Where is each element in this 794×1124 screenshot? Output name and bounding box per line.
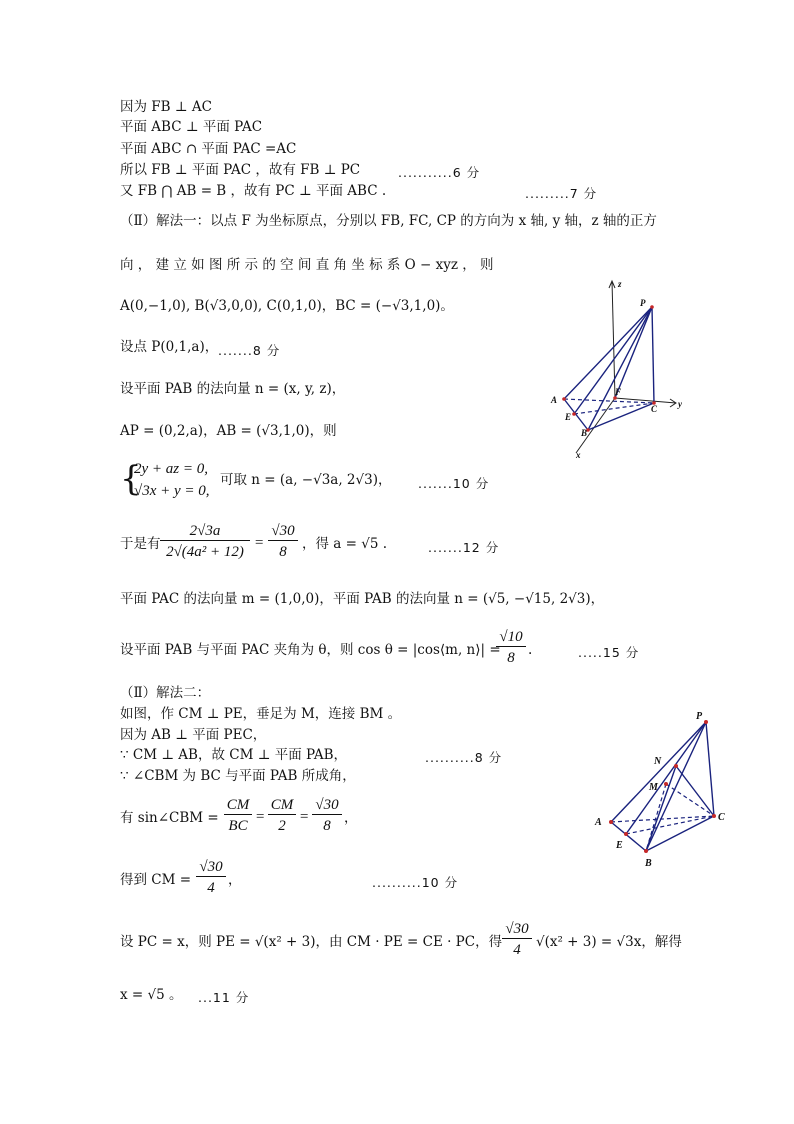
score-8a: .......8 分 [218, 343, 281, 358]
method1-points: A(0,−1,0), B(√3,0,0), C(0,1,0)，BC = (−√3,1,0)。 [120, 298, 454, 314]
proof-line-3: 平面 ABC ∩ 平面 PAC =AC [120, 141, 297, 157]
method2-result: x = √5 。 [120, 987, 183, 1003]
fig2-label-e: E [616, 840, 623, 851]
method2-line-3: 因为 AB ⊥ 平面 PEC， [120, 727, 267, 743]
fig1-label-c: C [651, 404, 658, 414]
fig1-label-x: x [576, 450, 581, 460]
proof-line-2: 平面 ABC ⊥ 平面 PAC [120, 119, 263, 135]
score-8b: ..........8 分 [425, 750, 503, 765]
method2-line-5: ∵ ∠CBM 为 BC 与平面 PAB 所成角， [120, 768, 356, 784]
fig1-label-b: B [581, 428, 588, 438]
proof-line-4: 所以 FB ⊥ 平面 PAC ，故有 FB ⊥ PC [120, 162, 361, 178]
score-6: ...........6 分 [398, 165, 481, 180]
fig1-label-p: P [640, 298, 646, 308]
method1-intro: （Ⅱ）解法一：以点 F 为坐标原点，分别以 FB, FC, CP 的方向为 x 轴, y 轴，z 轴的正方 [120, 213, 657, 229]
fig1-label-f: F [615, 387, 622, 397]
method2-title: （Ⅱ）解法二： [120, 685, 211, 701]
score-7: .........7 分 [525, 186, 598, 201]
fig2-label-c: C [718, 812, 725, 823]
fig1-label-z: z [618, 279, 622, 289]
fig1-label-a: A [551, 395, 558, 405]
method1-vectors: AP = (0,2,a)，AB = (√3,1,0)，则 [120, 423, 337, 439]
proof-line-1: 因为 FB ⊥ AC [120, 99, 212, 115]
method1-coord: 向 ， 建 立 如 图 所 示 的 空 间 直 角 坐 标 系 O − xyz ， 则 [120, 257, 494, 273]
score-10b: ..........10 分 [372, 875, 459, 890]
fig2-label-p: P [696, 711, 703, 722]
score-10a: .......10 分 [418, 476, 490, 491]
fig1-label-y: y [678, 399, 682, 409]
fig2-label-m: M [649, 782, 658, 793]
method1-point-p: 设点 P(0,1,a)， [120, 339, 219, 355]
method2-line-4: ∵ CM ⊥ AB，故 CM ⊥ 平面 PAB， [120, 747, 348, 763]
score-15: .....15 分 [578, 645, 640, 660]
fig2-label-a: A [595, 817, 602, 828]
score-11: ...11 分 [198, 990, 250, 1005]
score-12: .......12 分 [428, 540, 500, 555]
figure-pyramid-mn [592, 706, 732, 871]
method1-normal: 设平面 PAB 的法向量 n = (x, y, z)， [120, 381, 346, 397]
method2-line-2: 如图，作 CM ⊥ PE，垂足为 M，连接 BM 。 [120, 706, 402, 722]
fig2-label-n: N [654, 756, 662, 767]
fig2-label-b: B [645, 858, 652, 869]
figure-coordinate-pyramid [548, 276, 688, 461]
method1-normals: 平面 PAC 的法向量 m = (1,0,0)，平面 PAB 的法向量 n = (√5, −√15, 2√3)， [120, 591, 605, 607]
fig1-label-e: E [565, 412, 572, 422]
proof-line-5: 又 FB ⋂ AB = B ，故有 PC ⊥ 平面 ABC . [120, 183, 387, 199]
